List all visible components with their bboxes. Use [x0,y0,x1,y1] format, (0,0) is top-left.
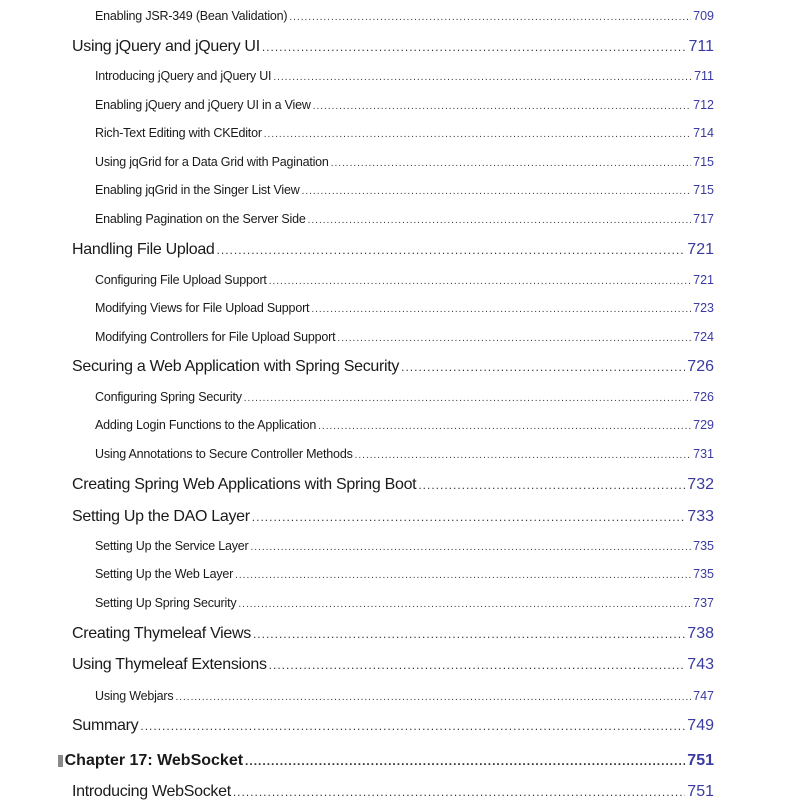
toc-entry[interactable] [95,390,714,404]
toc-entry[interactable] [95,183,714,197]
dot-leader [331,158,691,169]
toc-entry-title: Securing a Web Application with Spring Security [72,358,400,375]
toc-entry-title: Modifying Controllers for File Upload Support [95,330,336,344]
dot-leader [313,101,691,112]
toc-entry[interactable] [95,330,714,344]
dot-leader [418,478,685,492]
toc-entry-page: 717 [693,212,714,226]
toc-entry[interactable] [72,625,714,643]
dot-leader [238,599,691,610]
toc-entry-title: Introducing jQuery and jQuery UI [95,69,272,83]
dot-leader [302,186,692,197]
toc-entry-page: 715 [693,183,714,197]
dot-leader [140,719,685,733]
toc-entry-page: 731 [693,447,714,461]
toc-entry-page: 714 [693,126,714,140]
toc-entry-page: 721 [687,241,714,258]
dot-leader [251,542,692,553]
toc-entry[interactable] [95,273,714,287]
toc-chapter-entry[interactable] [58,752,714,770]
toc-entry-title: Using Webjars [95,689,174,703]
toc-entry-page: 735 [693,567,714,581]
toc-entry[interactable] [72,358,714,376]
toc-entry[interactable] [95,212,714,226]
toc-entry[interactable] [95,9,714,23]
toc-entry-title: Enabling jqGrid in the Singer List View [95,183,300,197]
toc-entry-page: 735 [693,539,714,553]
toc-entry[interactable] [95,539,714,553]
toc-entry-title: Setting Up the Web Layer [95,567,234,581]
chapter-marker-icon [58,755,63,767]
toc-entry-page: 711 [688,38,714,55]
toc-entry-page: 712 [693,98,714,112]
toc-entry[interactable] [95,418,714,432]
toc-entry-page: 743 [687,656,714,673]
toc-entry-title: Handling File Upload [72,241,215,258]
dot-leader [355,450,692,461]
toc-entry[interactable] [95,567,714,581]
toc-entry-page: 738 [687,625,714,642]
toc-entry-page: 737 [693,596,714,610]
dot-leader [269,658,686,672]
toc-entry[interactable] [95,69,714,83]
toc-entry-page: 715 [693,155,714,169]
dot-leader [252,510,686,524]
toc-entry[interactable] [95,98,714,112]
dot-leader [262,40,687,54]
toc-entry-title: Configuring File Upload Support [95,273,267,287]
dot-leader [308,215,692,226]
toc-entry-title: Using Thymeleaf Extensions [72,656,267,673]
toc-entry-title: Setting Up the DAO Layer [72,508,250,525]
dot-leader [245,754,685,768]
toc-entry[interactable] [72,241,714,259]
toc-entry-title: Creating Spring Web Applications with Spring Boot [72,476,417,493]
toc-entry[interactable] [95,301,714,315]
toc-entry-title: Adding Login Functions to the Application [95,418,317,432]
dot-leader [289,12,691,23]
dot-leader [269,276,691,287]
toc-entry-title: Using jQuery and jQuery UI [72,38,260,55]
toc-entry-title: Enabling JSR-349 (Bean Validation) [95,9,288,23]
toc-entry[interactable] [72,656,714,674]
toc-entry-page: 711 [694,69,714,83]
toc-entry-title: Enabling jQuery and jQuery UI in a View [95,98,311,112]
toc-entry[interactable] [72,783,714,801]
toc-entry-page: 726 [693,390,714,404]
dot-leader [264,129,691,140]
dot-leader [401,360,685,374]
toc-entry-title: Rich-Text Editing with CKEditor [95,126,262,140]
toc-entry[interactable] [72,476,714,494]
dot-leader [244,393,691,404]
dot-leader [318,421,691,432]
toc-entry-title: Creating Thymeleaf Views [72,625,251,642]
dot-leader [253,627,685,641]
dot-leader [217,243,686,257]
toc-entry-title: Configuring Spring Security [95,390,242,404]
toc-entry-page: 723 [693,301,714,315]
toc-entry-title: Modifying Views for File Upload Support [95,301,310,315]
toc-entry-title: Summary [72,717,139,734]
toc-entry[interactable] [72,717,714,735]
toc-entry-page: 721 [693,273,714,287]
dot-leader [235,570,691,581]
toc-entry-page: 729 [693,418,714,432]
toc-entry-page: 732 [687,476,714,493]
toc-entry-title: Setting Up Spring Security [95,596,237,610]
toc-entry-title: Introducing WebSocket [72,783,231,800]
toc-entry-page: 751 [687,783,714,800]
toc-entry-page: 726 [687,358,714,375]
toc-entry-page: 733 [687,508,714,525]
dot-leader [175,692,691,703]
toc-entry-title: Enabling Pagination on the Server Side [95,212,306,226]
toc-entry-page: 709 [693,9,714,23]
toc-entry[interactable] [95,126,714,140]
toc-entry-page: 724 [693,330,714,344]
dot-leader [273,72,692,83]
toc-entry[interactable] [95,596,714,610]
toc-entry[interactable] [95,447,714,461]
toc-entry-page: 751 [687,752,714,769]
dot-leader [233,785,685,799]
toc-entry-page: 747 [693,689,714,703]
toc-entry-title: Setting Up the Service Layer [95,539,249,553]
dot-leader [311,304,691,315]
toc-entry[interactable] [72,38,714,56]
toc-entry[interactable] [95,155,714,169]
toc-entry-title: Using Annotations to Secure Controller Methods [95,447,353,461]
dot-leader [337,333,691,344]
toc-entry-title: Chapter 17: WebSocket [64,752,244,769]
toc-entry[interactable] [72,508,714,526]
toc-entry-page: 749 [687,717,714,734]
toc-entry[interactable] [95,689,714,703]
toc-entry-title: Using jqGrid for a Data Grid with Pagination [95,155,329,169]
